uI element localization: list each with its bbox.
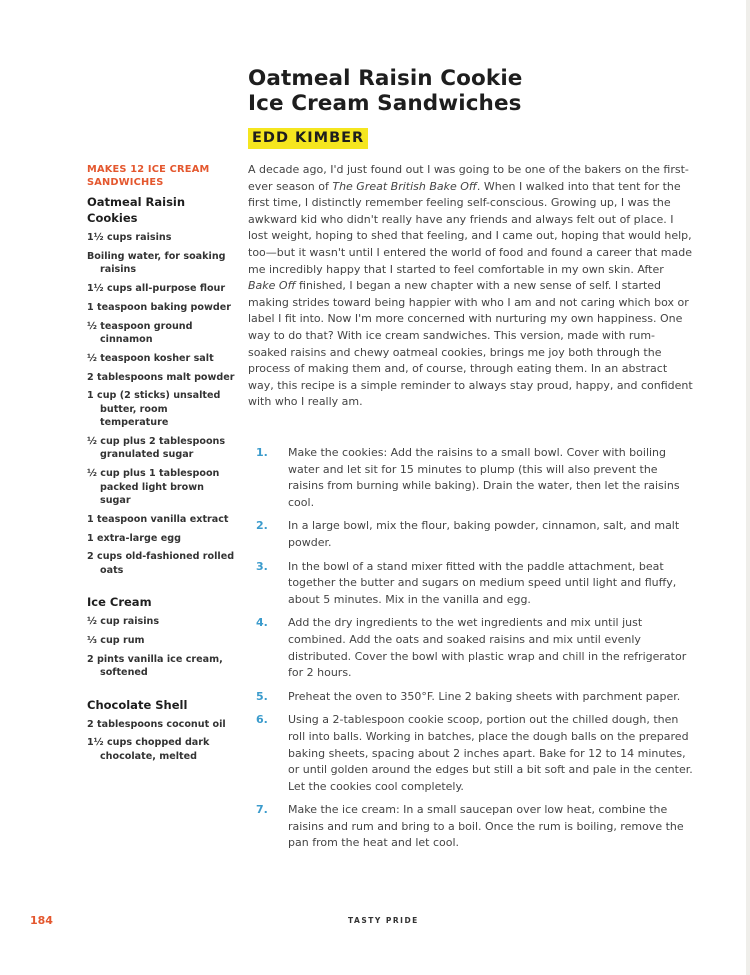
- method-step: [256, 615, 696, 681]
- intro-text: A decade ago, I'd just found out I was going to be one of the bakers on the first-ever season of: [248, 163, 689, 193]
- method-step: [256, 518, 696, 551]
- ingredient-item: ⅓ cup rum: [87, 635, 145, 647]
- ingredient-item: 1½ cups chopped dark chocolate, melted: [87, 737, 210, 762]
- step-text: In the bowl of a stand mixer fitted with the paddle attachment, beat together the butter and sugars on medium speed until light and fluffy, about 5 minutes. Mix in the vanilla and egg.: [288, 559, 677, 606]
- ingredient-item: 2 tablespoons malt powder: [87, 371, 235, 383]
- step-text: Preheat the oven to 350°F. Line 2 baking sheets with parchment paper.: [288, 689, 681, 703]
- ingredient-item: ½ teaspoon ground cinnamon: [87, 320, 193, 345]
- step-number: 2.: [256, 519, 268, 533]
- ingredient-item: 2 pints vanilla ice cream, softened: [87, 653, 223, 679]
- ingredient-item: 1½ cups raisins: [87, 232, 172, 243]
- method-steps: [256, 445, 696, 859]
- intro-text: finished, I began a new chapter with a new sense of self. I started making strides toward being happier with who I am and not caring which box or label I fit into. Now I'm more concerned with nurturing my own happiness. One way to do that? With ice cream sandwiches. This version, made with rum-soaked raisins and chewy oatmeal cookies, brings me joy both through the process of making them and, of course, through eating them. In an abstract way, this recipe is a simple reminder to always stay proud, happy, and confident with who I really am.: [248, 279, 693, 409]
- recipe-title: [248, 66, 718, 116]
- ingredient-item: 1 teaspoon vanilla extract: [87, 513, 229, 525]
- step-number: 4.: [256, 616, 268, 630]
- method-step: [256, 445, 696, 511]
- intro-paragraph: [248, 162, 693, 411]
- ingredient-item: 1½ cups all-purpose flour: [87, 283, 226, 294]
- page-number: 184: [30, 914, 53, 927]
- intro-text: . When I walked into that tent for the first time, I distinctly remember feeling self-conscious. Growing up, I was the awkward kid who didn't really have any friends and always felt out of place. I lost weight, hoping to shed that feeling, and I came out, hoping that would help, too—but it wasn't until I entered the world of food and found a career that made me incredibly happy that I started to feel comfortable in my own skin. After: [248, 179, 692, 276]
- ingredient-item: ½ cup plus 1 tablespoon packed light brown sugar: [87, 468, 220, 507]
- section-heading: Chocolate Shell: [87, 697, 188, 712]
- ingredient-item: ½ cup raisins: [87, 616, 160, 628]
- step-text: In a large bowl, mix the flour, baking powder, cinnamon, salt, and malt powder.: [288, 519, 680, 549]
- recipe-title-line: Ice Cream Sandwiches: [248, 91, 522, 116]
- step-number: 6.: [256, 713, 268, 727]
- running-title: TASTY PRIDE: [348, 916, 419, 925]
- step-number: 3.: [256, 559, 268, 573]
- ingredient-item: Boiling water, for soaking raisins: [87, 250, 226, 276]
- step-text: Make the cookies: Add the raisins to a small bowl. Cover with boiling water and let sit for 15 minutes to plump (this will also prevent the raisins from burning while baking). Drain the water, then let the raisins cool.: [288, 446, 680, 509]
- method-step: [256, 689, 696, 706]
- step-text: Make the ice cream: In a small saucepan over low heat, combine the raisins and rum and bring to a boil. Once the rum is boiling, remove the pan from the heat and let cool.: [288, 803, 684, 850]
- ingredient-item: 2 tablespoons coconut oil: [87, 718, 226, 730]
- ingredient-item: 1 extra-large egg: [87, 532, 181, 544]
- method-step: [256, 712, 696, 795]
- recipe-yield: MAKES 12 ICE CREAM SANDWICHES: [87, 164, 210, 188]
- recipe-title-line: Oatmeal Raisin Cookie: [248, 66, 523, 91]
- show-title: The Great British Bake Off: [332, 179, 477, 193]
- section-heading: Oatmeal Raisin Cookies: [87, 195, 186, 225]
- show-title: Bake Off: [248, 279, 296, 293]
- method-step: [256, 559, 696, 609]
- step-number: 1.: [256, 446, 268, 459]
- author-name: EDD KIMBER: [248, 128, 368, 149]
- step-text: Using a 2-tablespoon cookie scoop, portion out the chilled dough, then roll into balls. Working in batches, place the dough balls on the prepared baking sheets, spacing about 2 inches apart. Bake for 12 to 14 minutes, or until golden around the edges but still a bit soft and pale in the center. Let the cookies cool completely.: [288, 713, 693, 793]
- ingredient-item: 2 cups old-fashioned rolled oats: [87, 551, 235, 576]
- ingredient-item: ½ cup plus 2 tablespoons granulated sugar: [87, 436, 226, 461]
- ingredient-item: 1 teaspoon baking powder: [87, 301, 231, 313]
- ingredient-item: 1 cup (2 sticks) unsalted butter, room temperature: [87, 390, 221, 429]
- step-number: 7.: [256, 803, 268, 817]
- ingredient-item: ½ teaspoon kosher salt: [87, 352, 214, 364]
- step-text: Add the dry ingredients to the wet ingredients and mix until just combined. Add the oats and soaked raisins and mix until evenly distributed. Cover the bowl with plastic wrap and chill in the refrigerator for 2 hours.: [288, 616, 687, 680]
- method-step: [256, 802, 696, 852]
- page-edge: [746, 0, 750, 975]
- ingredients-sidebar: [87, 163, 235, 769]
- step-number: 5.: [256, 689, 268, 703]
- section-heading: Ice Cream: [87, 595, 152, 610]
